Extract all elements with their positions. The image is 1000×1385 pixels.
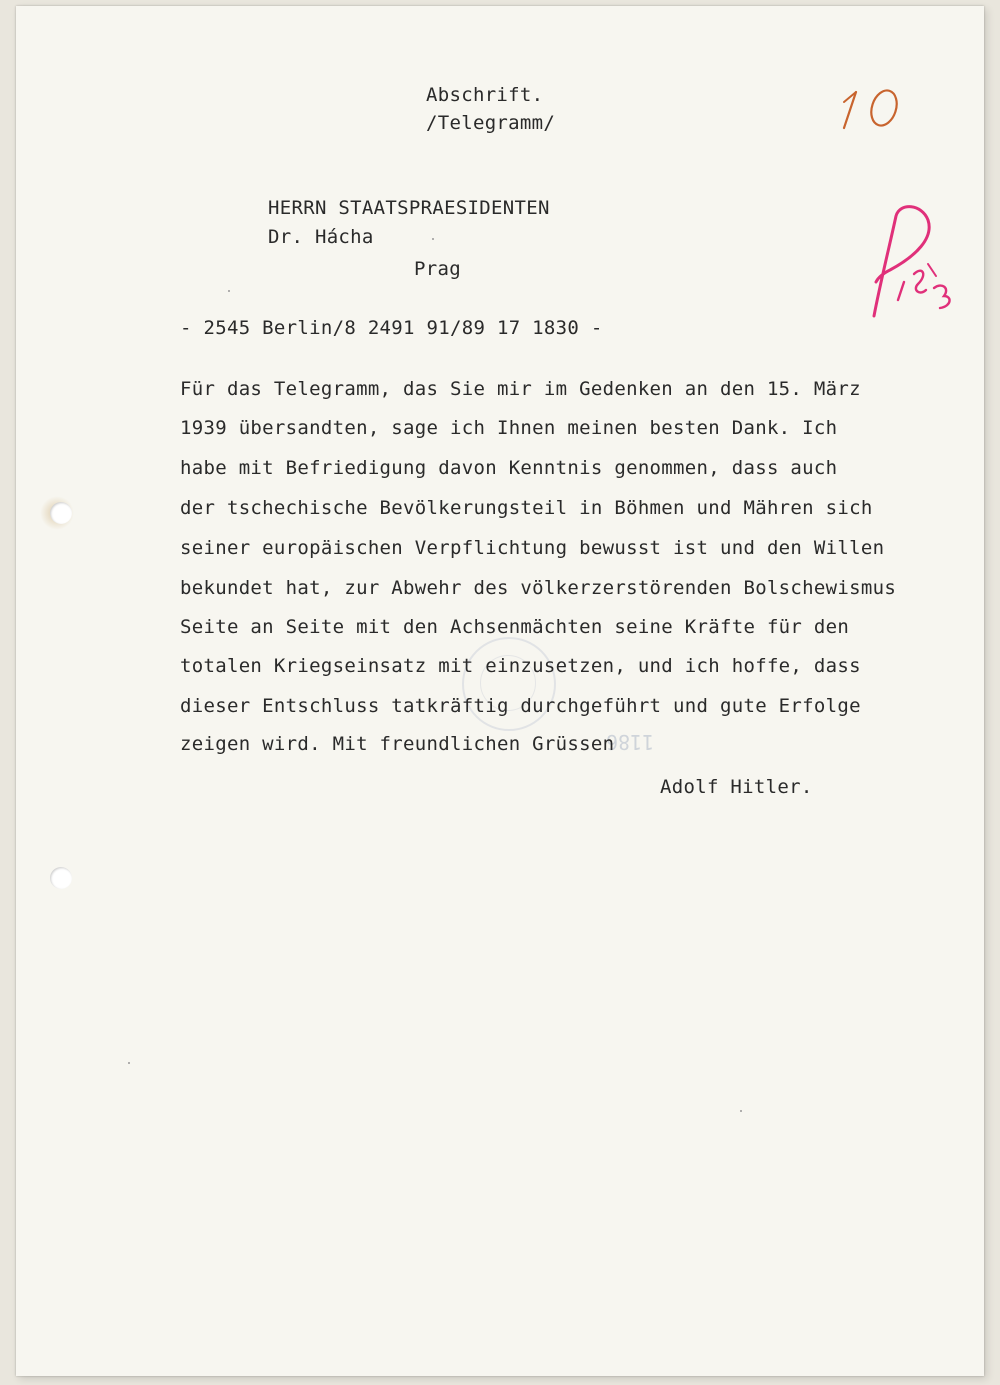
bleed-through-mark: 1186 <box>606 730 655 754</box>
magenta-initials <box>860 204 960 329</box>
speck <box>128 1062 130 1064</box>
speck <box>432 238 434 240</box>
punch-hole-lower <box>50 867 72 889</box>
pencil-page-number-drawing <box>838 82 908 138</box>
body-line: habe mit Befriedigung davon Kenntnis genommen, dass auch <box>180 457 838 479</box>
body-line: Seite an Seite mit den Achsenmächten seine Kräfte für den <box>180 616 850 638</box>
pencil-page-number <box>838 82 908 143</box>
body-line: zeigen wird. Mit freundlichen Grüssen <box>180 733 615 755</box>
body-line: seiner europäischen Verpflichtung bewusst ist und den Willen <box>180 537 885 559</box>
punch-hole-upper <box>50 502 72 524</box>
addressee-city: Prag <box>414 258 461 280</box>
heading-telegram: /Telegramm/ <box>426 112 556 134</box>
speck <box>228 290 230 292</box>
speck <box>740 1110 742 1112</box>
signature: Adolf Hitler. <box>660 776 813 798</box>
addressee-name: Dr. Hácha <box>268 226 374 248</box>
transmission-line: - 2545 Berlin/8 2491 91/89 17 1830 - <box>180 317 603 339</box>
body-line: totalen Kriegseinsatz mit einzusetzen, und ich hoffe, dass <box>180 655 861 677</box>
body-line: dieser Entschluss tatkräftig durchgeführt und gute Erfolge <box>180 695 861 717</box>
body-line: der tschechische Bevölkerungsteil in Böhmen und Mähren sich <box>180 497 873 519</box>
magenta-initials-drawing <box>860 204 960 324</box>
body-line: bekundet hat, zur Abwehr des völkerzerstörenden Bolschewismus <box>180 577 897 599</box>
heading-copy: Abschrift. <box>426 84 544 106</box>
body-line: 1939 übersandten, sage ich Ihnen meinen besten Dank. Ich <box>180 417 838 439</box>
addressee-title: HERRN STAATSPRAESIDENTEN <box>268 197 550 219</box>
body-line: Für das Telegramm, das Sie mir im Gedenken an den 15. März <box>180 378 861 400</box>
